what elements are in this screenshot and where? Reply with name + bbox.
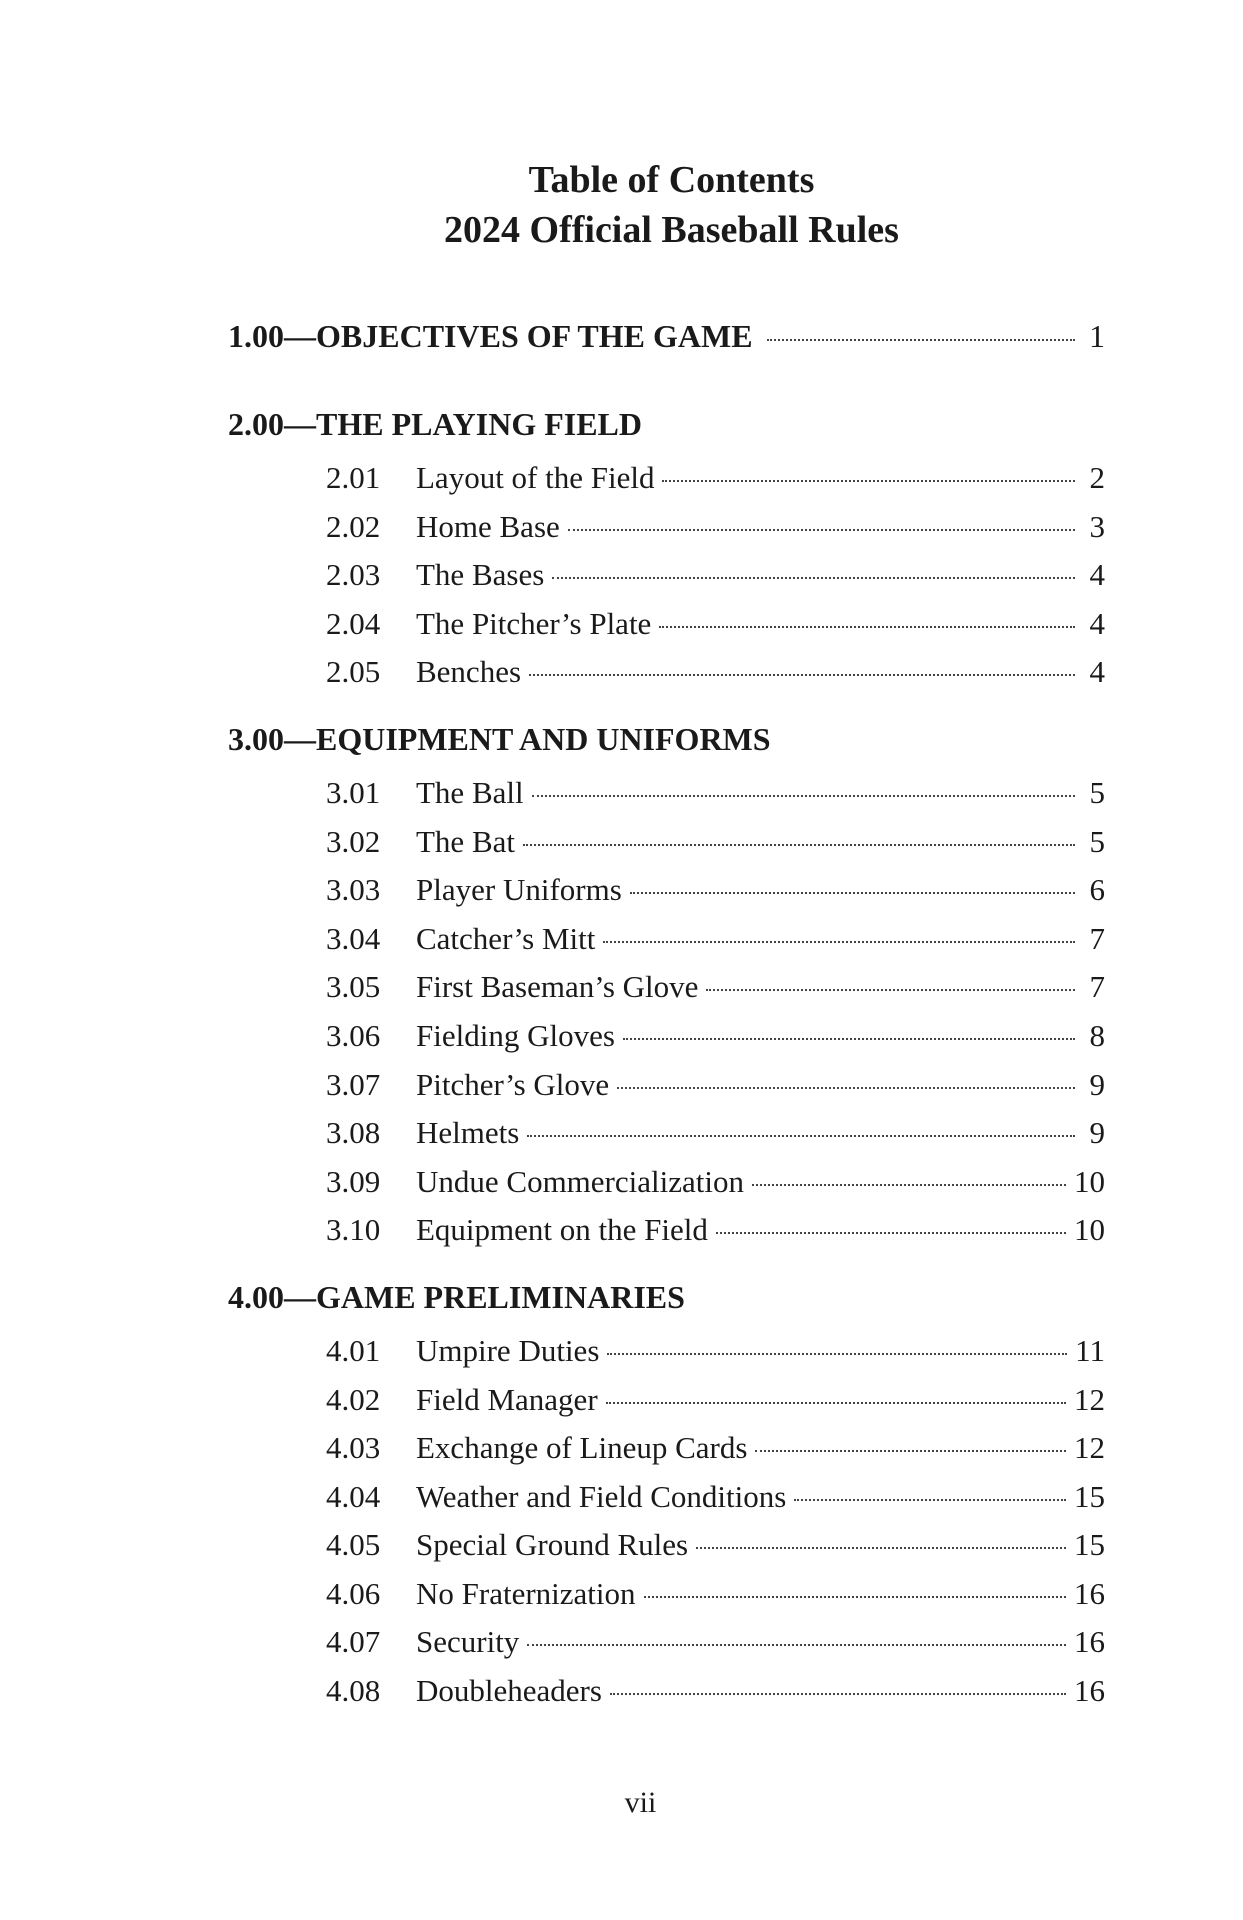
section-number: 4.04 <box>326 1478 381 1514</box>
section-title: The Bat <box>416 823 515 859</box>
section-title: Special Ground Rules <box>416 1527 689 1563</box>
section-title: Fielding Gloves <box>416 1017 615 1053</box>
section-title: The Bases <box>416 557 545 593</box>
section-title: Equipment on the Field <box>416 1212 708 1248</box>
dot-leader <box>659 626 1075 628</box>
section-number: 4.07 <box>326 1624 381 1660</box>
chapter-number: 2.00 <box>228 406 284 442</box>
toc-entry[interactable] <box>228 1115 1105 1164</box>
toc-entry[interactable] <box>228 1018 1105 1067</box>
section-page-number: 5 <box>1089 823 1105 859</box>
section-number: 3.10 <box>326 1212 381 1248</box>
toc-entry[interactable] <box>228 775 1105 824</box>
chapter-number: 1.00 <box>228 318 284 354</box>
section-number: 4.05 <box>326 1527 381 1563</box>
toc-entry[interactable] <box>228 1164 1105 1213</box>
section-title: Weather and Field Conditions <box>416 1478 787 1514</box>
dot-leader <box>606 1402 1066 1404</box>
section-number: 2.03 <box>326 557 381 593</box>
dot-leader <box>662 480 1075 482</box>
section-title: Exchange of Lineup Cards <box>416 1430 748 1466</box>
dot-leader <box>630 892 1075 894</box>
section-page-number: 10 <box>1074 1163 1105 1199</box>
chapter-heading[interactable] <box>228 406 1105 450</box>
chapter-title: GAME PRELIMINARIES <box>316 1278 685 1315</box>
section-page-number: 10 <box>1074 1212 1105 1248</box>
section-number: 2.05 <box>326 654 381 690</box>
section-page-number: 3 <box>1089 508 1105 544</box>
dot-leader <box>527 1135 1075 1137</box>
section-page-number: 16 <box>1074 1575 1105 1611</box>
toc-entry[interactable] <box>228 824 1105 873</box>
chapter-heading[interactable] <box>228 318 1105 362</box>
section-number: 4.06 <box>326 1575 381 1611</box>
chapter-number: 3.00 <box>228 720 284 757</box>
toc-entry[interactable] <box>228 1624 1105 1673</box>
dot-leader <box>716 1232 1066 1234</box>
section-title: Benches <box>416 654 522 690</box>
toc-entry[interactable] <box>228 654 1105 703</box>
section-title: Player Uniforms <box>416 872 622 908</box>
toc-entry[interactable] <box>228 1067 1105 1116</box>
section-number: 4.08 <box>326 1673 381 1709</box>
section-title: Catcher’s Mitt <box>416 920 596 956</box>
section-page-number: 4 <box>1089 557 1105 593</box>
chapter-gap <box>228 703 1105 721</box>
page-title <box>0 155 1243 255</box>
section-title: Undue Commercialization <box>416 1163 744 1199</box>
toc-entry[interactable] <box>228 1527 1105 1576</box>
dot-leader <box>617 1087 1075 1089</box>
chapter-gap <box>228 362 1105 406</box>
table-of-contents <box>228 318 1105 1722</box>
toc-entry[interactable] <box>228 1382 1105 1431</box>
section-number: 3.02 <box>326 823 381 859</box>
section-title: No Fraternization <box>416 1575 636 1611</box>
section-title: Field Manager <box>416 1381 598 1417</box>
chapter-gap <box>228 1261 1105 1279</box>
section-page-number: 16 <box>1074 1673 1105 1709</box>
em-dash-separator: — <box>284 720 316 757</box>
section-number: 4.02 <box>326 1381 381 1417</box>
section-page-number: 4 <box>1089 654 1105 690</box>
section-number: 2.01 <box>326 460 381 495</box>
section-title: The Ball <box>416 774 524 810</box>
section-page-number: 9 <box>1089 1066 1105 1102</box>
section-title: Umpire Duties <box>416 1332 600 1368</box>
section-page-number: 5 <box>1089 774 1105 810</box>
section-title: Home Base <box>416 508 560 544</box>
dot-leader <box>523 844 1075 846</box>
toc-entry[interactable] <box>228 969 1105 1018</box>
toc-entry[interactable] <box>228 1430 1105 1479</box>
section-page-number: 4 <box>1089 605 1105 641</box>
section-number: 3.07 <box>326 1066 381 1102</box>
em-dash-separator: — <box>284 1278 316 1315</box>
dot-leader <box>706 989 1075 991</box>
section-number: 3.08 <box>326 1115 381 1151</box>
em-dash-separator: — <box>284 406 316 442</box>
section-page-number: 15 <box>1074 1527 1105 1563</box>
section-number: 4.03 <box>326 1430 381 1466</box>
section-list <box>228 775 1105 1261</box>
title-line-2: 2024 Official Baseball Rules <box>444 209 899 251</box>
toc-entry[interactable] <box>228 921 1105 970</box>
toc-entry[interactable] <box>228 557 1105 606</box>
title-line-1: Table of Contents <box>528 159 815 201</box>
section-number: 4.01 <box>326 1332 381 1368</box>
section-title: First Baseman’s Glove <box>416 969 699 1005</box>
section-page-number: 6 <box>1089 872 1105 908</box>
section-number: 3.03 <box>326 872 381 908</box>
section-page-number: 12 <box>1074 1381 1105 1417</box>
section-number: 2.04 <box>326 605 381 641</box>
dot-leader <box>767 339 1075 341</box>
section-number: 3.04 <box>326 920 381 956</box>
dot-leader <box>610 1693 1066 1695</box>
dot-leader <box>568 529 1075 531</box>
dot-leader <box>794 1499 1066 1501</box>
chapter-page-number: 1 <box>1089 318 1105 354</box>
page-number: vii <box>624 1786 657 1819</box>
toc-entry[interactable] <box>228 872 1105 921</box>
dot-leader <box>527 1644 1066 1646</box>
toc-entry[interactable] <box>228 1479 1105 1528</box>
dot-leader <box>603 941 1075 943</box>
dot-leader <box>696 1547 1066 1549</box>
toc-entry[interactable] <box>228 509 1105 558</box>
section-number: 3.05 <box>326 969 381 1005</box>
section-title: Helmets <box>416 1115 520 1151</box>
section-page-number: 9 <box>1089 1115 1105 1151</box>
chapter-title: THE PLAYING FIELD <box>316 406 642 442</box>
chapter-title: OBJECTIVES OF THE GAME <box>316 318 753 354</box>
section-number: 2.02 <box>326 508 381 544</box>
section-title: Doubleheaders <box>416 1673 602 1709</box>
section-title: Layout of the Field <box>416 460 655 495</box>
chapter-number: 4.00 <box>228 1278 284 1315</box>
section-title: The Pitcher’s Plate <box>416 605 652 641</box>
toc-entry[interactable] <box>228 1333 1105 1382</box>
chapter-heading[interactable] <box>228 721 1105 765</box>
section-page-number: 12 <box>1074 1430 1105 1466</box>
dot-leader <box>755 1450 1066 1452</box>
section-number: 3.01 <box>326 774 381 810</box>
dot-leader <box>529 674 1075 676</box>
section-number: 3.06 <box>326 1017 381 1053</box>
section-page-number: 8 <box>1089 1017 1105 1053</box>
section-page-number: 16 <box>1074 1624 1105 1660</box>
dot-leader <box>644 1596 1066 1598</box>
toc-entry[interactable] <box>228 1576 1105 1625</box>
section-page-number: 15 <box>1074 1478 1105 1514</box>
section-page-number: 7 <box>1089 920 1105 956</box>
toc-entry[interactable] <box>228 1212 1105 1261</box>
dot-leader <box>623 1038 1075 1040</box>
dot-leader <box>532 795 1075 797</box>
section-title: Security <box>416 1624 520 1660</box>
section-page-number: 2 <box>1089 460 1105 495</box>
section-page-number: 7 <box>1089 969 1105 1005</box>
chapter-title: EQUIPMENT AND UNIFORMS <box>316 720 771 757</box>
dot-leader <box>752 1184 1066 1186</box>
em-dash-separator: — <box>284 318 316 354</box>
section-number: 3.09 <box>326 1163 381 1199</box>
toc-entry[interactable] <box>228 1673 1105 1722</box>
section-list <box>228 460 1105 703</box>
section-list <box>228 1333 1105 1722</box>
toc-entry[interactable] <box>228 606 1105 655</box>
section-title: Pitcher’s Glove <box>416 1066 610 1102</box>
dot-leader <box>552 577 1075 579</box>
toc-entry[interactable] <box>228 460 1105 509</box>
section-page-number: 11 <box>1075 1332 1105 1368</box>
chapter-heading[interactable] <box>228 1279 1105 1323</box>
dot-leader <box>607 1353 1067 1355</box>
